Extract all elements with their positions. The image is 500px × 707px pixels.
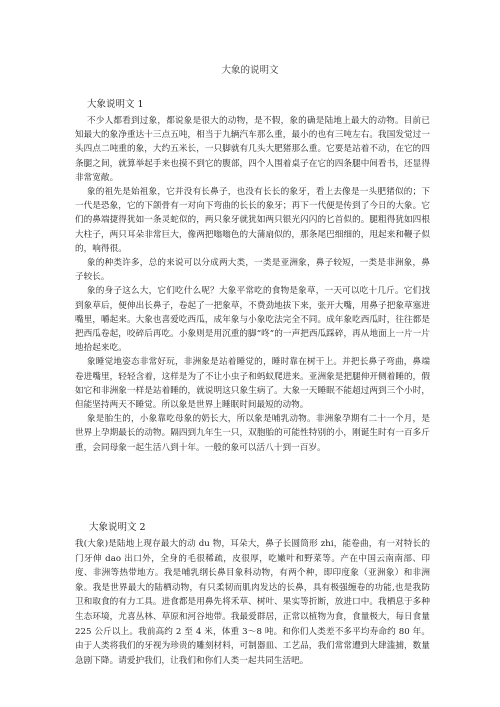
section-1: [75, 99, 430, 455]
paragraph: 象睡觉地姿态非常好玩，非洲象是站着睡觉的，睡时靠在树干上。并把长鼻子弯曲，鼻端卷进嘴里，轻轻含着，这样是为了不让小虫子和蚂蚁爬进来。亚洲象是把腿伸开侧着睡的，假如它和非洲象一样是站着睡的，就说明这只象生病了。大象一天睡眠不能超过两到三个小时，但能坚持两天不睡觉。所以象是世界上睡眠时间最短的动物。: [75, 357, 430, 411]
paragraph: 我(大象)是陆地上现存最大的动 du 物，耳朵大，鼻子长圆筒形 zhi，能卷曲，有一对特长的门牙伸 dao 出口外，全身的毛很稀疏，皮很厚，吃嫩叶和野菜等。产在中国云南南部、印度、非洲等热带地方。我是哺乳纲长鼻目象科动物，有两个种，即印度象（亚洲象）和非洲象。我是世界最大的陆栖动物，有只柔韧而肌肉发达的长鼻，具有极强缠卷的功能,也是我防卫和取食的有力工具。进食都是用鼻先将禾草、树叶、果实等折断，放进口中。我栖息于多种生态环境，尤喜丛林、草原和河谷地带。我最爱群居，正常以植物为食，食量极大，每日食量 225 公斤以上。我前高约 2 至 4 米，体重 3～8 吨。和你们人类差不多平均寿命约 80 年。由于人类将我们的牙视为珍贵的雕刻材料，可制器皿、工艺品，我们常常遭到大肆滥捕，数量急剧下降。请爱护我们，让我们和你们人类一起共同生活吧。: [75, 539, 430, 666]
paragraph: 不少人都看到过象，都说象是很大的动物，是不假，象的确是陆地上最大的动物。目前已知最大的象净重达十三点五吨，相当于九辆汽车那么重，最小的也有三吨左右。我国发觉过一头四点二吨重的象，大约五米长，一只脚就有几头大肥猪那么重。它要是站着不动，在它的四条腿之间，就算举起手来也摸不到它的腹部，四个人围着桌子在它的四条腿中间看书，还显得非常宽敞。: [75, 116, 430, 183]
paragraph: 象的种类许多，总的来说可以分成两大类，一类是亚洲象，鼻子较短，一类是非洲象，鼻子较长。: [75, 258, 430, 283]
section-2: [75, 522, 430, 668]
document-title: 大象的说明文: [221, 65, 279, 76]
paragraph: 象的身子这么大，它们吃什么呢？大象平常吃的食物是象草，一天可以吃十几斤。它们找到象草后，便伸出长鼻子，卷起了一把象草，不费劲地拔下来，张开大嘴，用鼻子把象草塞进嘴里，嚼起来。大象也喜爱吃西瓜，成年象与小象吃法完全不同。成年象吃西瓜时，往往都是把西瓜卷起，咬碎后再吃。小象则是用沉重的脚“咚”的一声把西瓜踩碎，再从地面上一片一片地拾起来吃。: [75, 286, 430, 354]
paragraph: 象是胎生的，小象靠吃母象的奶长大，所以象是哺乳动物。非洲象孕期有二十一个月，是世界上孕期最长的动物。隔四到九年生一只，双胞胎的可能性特别的小，刚诞生时有一百多斤重，会同母象一起生活八到十年。一般的象可以活八十到一百岁。: [75, 414, 430, 453]
paragraph: 象的祖先是始祖象，它并没有长鼻子，也没有长长的象牙，看上去像是一头肥猪似的；下一代是恐象，它的下颌骨有一对向下弯曲的长长的象牙；再下一代便是传到了今日的大象。它们的鼻端捷得犹如一条灵蛇似的，两只象牙就犹如两只银光闪闪的匕首似的。腿粗得犹如四根大柱子，两只耳朵非常巨大，像两把嗡嗡色的大蒲扇似的，那条尾巴细细的，甩起来和鞭子似的，响得很。: [75, 187, 430, 254]
section-heading: 大象说明文 1: [87, 99, 144, 110]
section-heading: 大象说明文 2: [89, 522, 146, 533]
